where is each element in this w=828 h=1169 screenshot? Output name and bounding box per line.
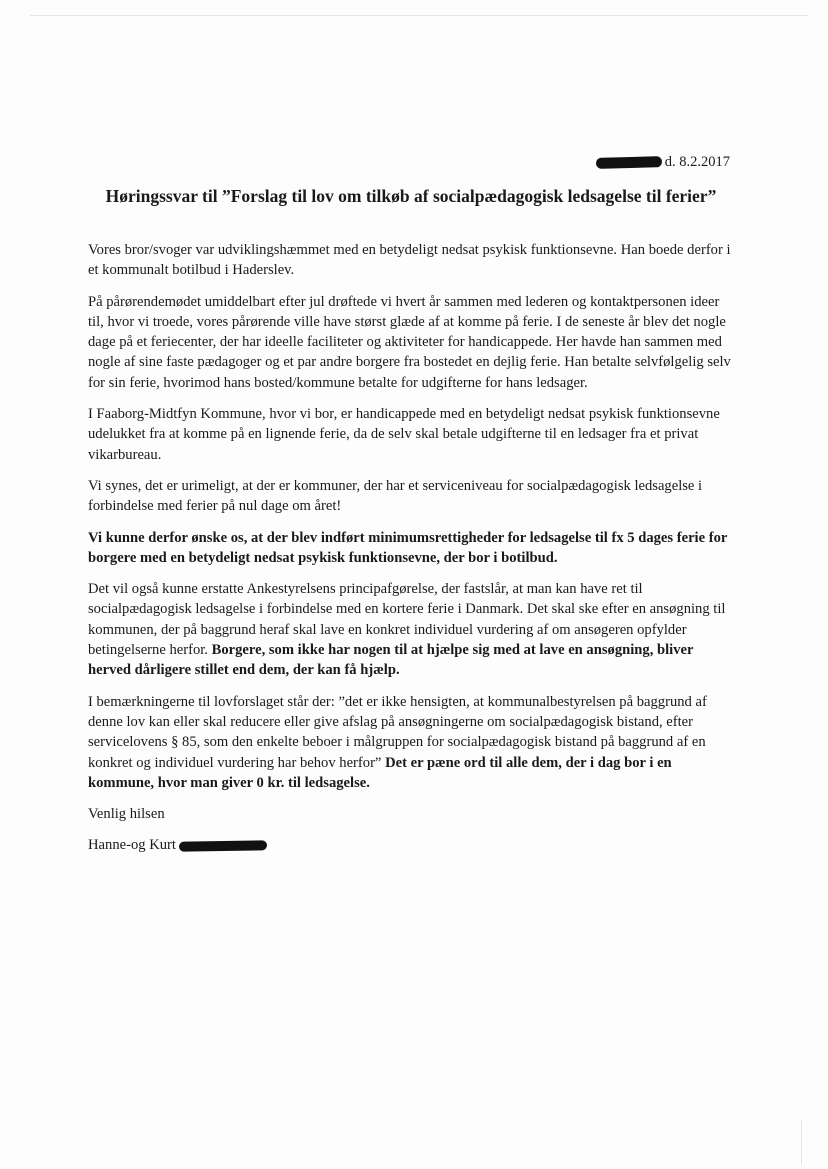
paragraph-6	[88, 579, 736, 680]
paragraph-7-text: I bemærkningerne til lovforslaget står der: ”det er ikke hensigten, at kommunalbestyrelsen på baggrund af denne lov kan eller skal reducere eller give afslag på ansøgningerne om socialpædagogisk bistand, efter servicelovens § 85, som den enkelte beboer i målgruppen for socialpædagogisk bistand på baggrund af en konkret og individuel vurdering har behov herfor”	[88, 693, 707, 771]
date: d. 8.2.2017	[664, 154, 730, 170]
paragraph-4: Vi synes, det er urimeligt, at der er kommuner, der har et serviceniveau for socialpædagogisk ledsagelse i forbindelse med ferier på nul dage om året!	[88, 477, 703, 515]
document-title: Høringssvar til ”Forslag til lov om tilkøb af socialpædagogisk ledsagelse til ferier”	[105, 186, 717, 206]
redacted-surname	[179, 840, 267, 852]
paragraph-2: På pårørendemødet umiddelbart efter jul drøftede vi hvert år sammen med lederen og kontaktpersonen ideer til, hvor vi troede, vores pårørende ville have størst glæde af at komme på ferie. I de seneste år blev det nogle dage på et feriecenter, der har ideelle faciliteter og aktiviteter for handicappede. Her havde han sammen med nogle af sine faste pædagoger og et par andre borgere fra bostedet en dejlig ferie. Han betalte selvfølgelig selv for sin ferie, hvorimod hans bosted/kommune betalte for udgifterne for hans ledsager.	[88, 293, 731, 391]
paragraph-7	[88, 692, 736, 793]
paragraph-7-bold: Det er pæne ord til alle dem, der i dag bor i en kommune, hvor man giver 0 kr. til ledsagelse.	[88, 754, 672, 791]
scan-edge-mark	[801, 1120, 802, 1165]
paragraph-6-bold: Borgere, som ikke har nogen til at hjælpe sig med at lave en ansøgning, bliver herved dårligere stillet end dem, der kan få hjælp.	[88, 642, 694, 679]
paragraph-5: Vi kunne derfor ønske os, at der blev indført minimumsrettigheder for ledsagelse til fx 5 dages ferie for borgere med en betydeligt nedsat psykisk funktionsevne, der bor i botilbud.	[88, 529, 728, 566]
dateline	[596, 154, 730, 171]
signature	[88, 835, 736, 855]
redacted-location	[596, 156, 662, 169]
letter-body	[88, 240, 736, 867]
scan-edge-line	[30, 15, 808, 16]
paragraph-1: Vores bror/svoger var udviklingshæmmet med en betydeligt nedsat psykisk funktionsevne. Han boede derfor i et kommunalt botilbud i Haderslev.	[88, 242, 731, 279]
paragraph-6-text: Det vil også kunne erstatte Ankestyrelsens principafgørelse, der fastslår, at man kan have ret til socialpædagogisk ledsagelse i forbindelse med en kortere ferie i Danmark. Det skal ske efter en ansøgning til kommunen, der på baggrund heraf skal lave en konkret individuel vurdering af om ansøgeren opfylder betingelserne herfor.	[88, 581, 726, 659]
paragraph-3: I Faaborg-Midtfyn Kommune, hvor vi bor, er handicappede med en betydeligt nedsat psykisk funktionsevne udelukket fra at komme på en lignende ferie, da de selv skal betale udgifterne til en ledsager fra et privat vikarbureau.	[88, 406, 720, 463]
closing: Venlig hilsen	[88, 806, 165, 823]
signature-names: Hanne-og Kurt	[88, 837, 176, 854]
